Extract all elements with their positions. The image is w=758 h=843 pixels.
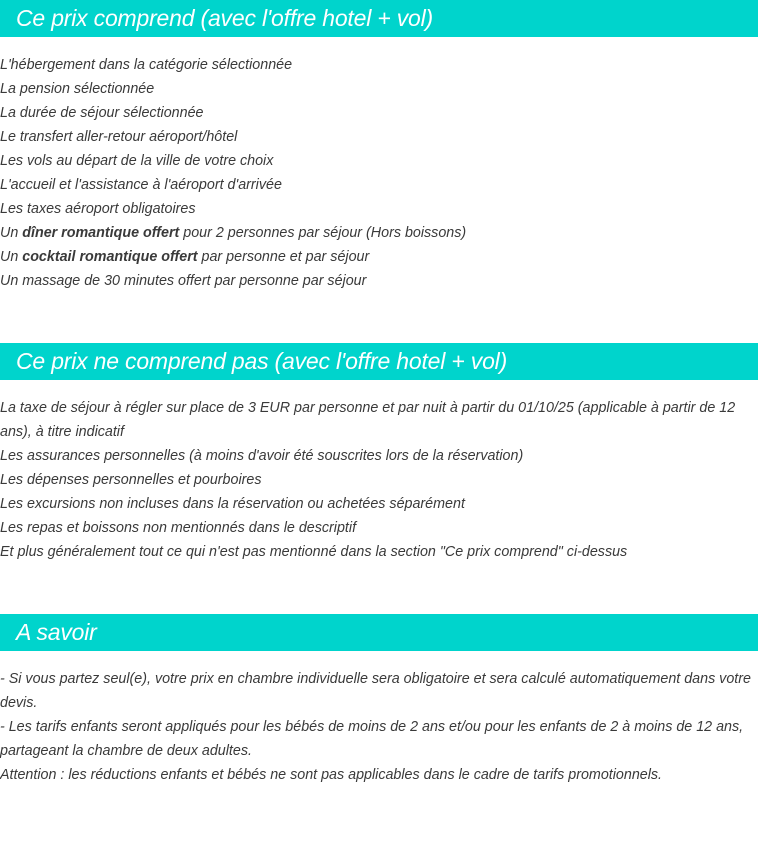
excludes-list (0, 396, 752, 564)
list-item: Les dépenses personnelles et pourboires (0, 472, 262, 488)
section-title-includes: Ce prix comprend (avec l'offre hotel + vol) (16, 5, 434, 31)
section-header-excludes (0, 343, 758, 380)
info-item: - Si vous partez seul(e), votre prix en chambre individuelle sera obligatoire et sera calculé automatiquement dans votre devis. (0, 671, 751, 711)
list-item-massage: Un massage de 30 minutes offert par personne par séjour (0, 273, 367, 289)
list-item: Et plus généralement tout ce qui n'est pas mentionné dans la section "Ce prix comprend" ci-dessus (0, 544, 628, 560)
cocktail-highlight: cocktail romantique offert (22, 249, 198, 265)
list-item-diner (0, 221, 752, 245)
list-item-cocktail (0, 245, 752, 269)
info-list (0, 667, 752, 787)
list-item: Les vols au départ de la ville de votre choix (0, 153, 274, 169)
info-item: - Les tarifs enfants seront appliqués pour les bébés de moins de 2 ans et/ou pour les enfants de 2 à moins de 12 ans, partageant la chambre de deux adultes. (0, 719, 744, 759)
list-item: L'accueil et l'assistance à l'aéroport d'arrivée (0, 177, 282, 193)
diner-prefix: Un (0, 225, 23, 241)
list-item: Les repas et boissons non mentionnés dans le descriptif (0, 520, 357, 536)
section-header-includes (0, 0, 758, 37)
section-header-info (0, 614, 758, 651)
section-title-excludes: Ce prix ne comprend pas (avec l'offre hotel + vol) (16, 348, 508, 374)
list-item: L'hébergement dans la catégorie sélectionnée (0, 57, 293, 73)
info-item: Attention : les réductions enfants et bébés ne sont pas applicables dans le cadre de tarifs promotionnels. (0, 767, 663, 783)
list-item: Les taxes aéroport obligatoires (0, 201, 196, 217)
list-item: Le transfert aller-retour aéroport/hôtel (0, 129, 238, 145)
list-item: La taxe de séjour à régler sur place de 3 EUR par personne et par nuit à partir du 01/10/25 (applicable à partir de 12 ans), à titre indicatif (0, 400, 736, 440)
diner-highlight: dîner romantique offert (22, 225, 180, 241)
list-item: Les assurances personnelles (à moins d'avoir été souscrites lors de la réservation) (0, 448, 524, 464)
diner-suffix: pour 2 personnes par séjour (Hors boissons) (179, 225, 467, 241)
list-item: La pension sélectionnée (0, 81, 155, 97)
list-item: La durée de séjour sélectionnée (0, 105, 204, 121)
section-title-info: A savoir (16, 619, 97, 645)
includes-list (0, 53, 752, 293)
list-item: Les excursions non incluses dans la réservation ou achetées séparément (0, 496, 465, 512)
cocktail-suffix: par personne et par séjour (197, 249, 370, 265)
cocktail-prefix: Un (0, 249, 23, 265)
